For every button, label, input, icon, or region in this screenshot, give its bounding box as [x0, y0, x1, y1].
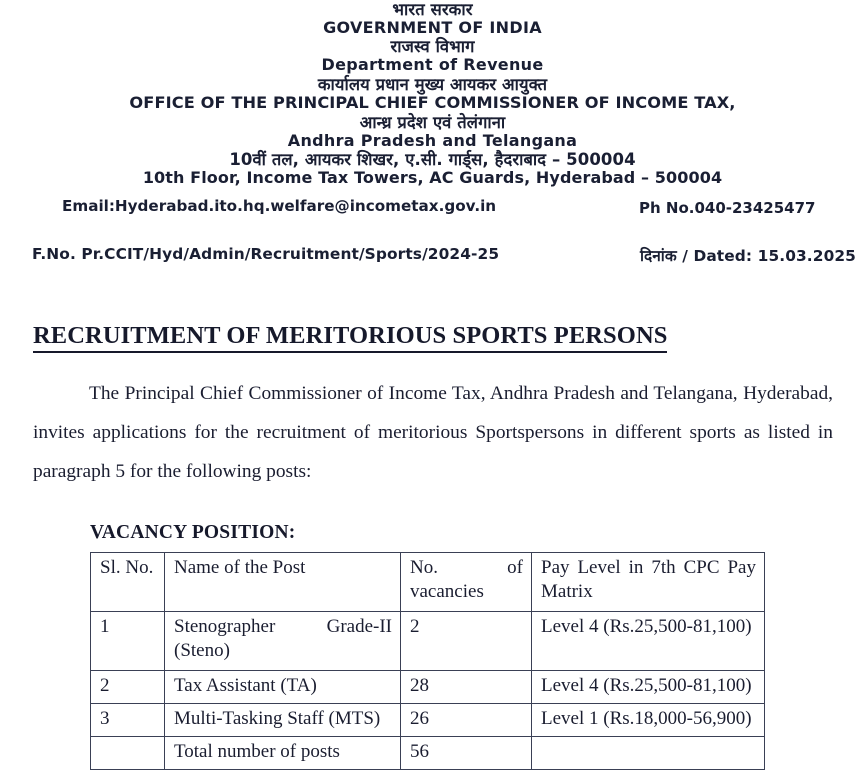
table-header-vacancies-line1: No. of	[410, 556, 523, 578]
row-post-name: Tax Assistant (TA)	[165, 670, 401, 703]
table-row	[91, 611, 765, 670]
document-date: दिनांक / Dated: 15.03.2025	[640, 247, 856, 266]
row-sl-number: 2	[91, 670, 165, 703]
table-header-vacancies	[401, 552, 532, 611]
row-vacancies: 28	[401, 670, 532, 703]
row-sl-number: 1	[91, 611, 165, 670]
row-pay-level: Level 1 (Rs.18,000-56,900)	[532, 703, 765, 736]
letterhead-line-govt-en: GOVERNMENT OF INDIA	[323, 17, 542, 37]
row-post-name-line2: (Steno)	[174, 640, 230, 662]
total-row-vacancies: 56	[401, 736, 532, 769]
row-post-name: Multi-Tasking Staff (MTS)	[165, 703, 401, 736]
table-total-row	[91, 736, 765, 769]
row-sl-number: 3	[91, 703, 165, 736]
letterhead-line-state-en: Andhra Pradesh and Telangana	[287, 130, 578, 150]
phone-number: Ph No.040-23425477	[639, 199, 816, 218]
table-header-row	[91, 552, 765, 611]
email-address: Email:Hyderabad.ito.hq.welfare@incometax.gov.in	[62, 197, 497, 216]
total-row-sl	[91, 736, 165, 769]
total-row-pay-level	[532, 736, 765, 769]
total-row-label: Total number of posts	[165, 736, 401, 769]
table-header-pay-line2: Matrix	[541, 581, 593, 603]
vacancy-position-heading: VACANCY POSITION:	[90, 521, 296, 543]
letterhead-line-address-en: 10th Floor, Income Tax Towers, AC Guards, Hyderabad – 500004	[142, 168, 723, 188]
table-header-pay-level	[532, 552, 765, 611]
file-number: F.No. Pr.CCIT/Hyd/Admin/Recruitment/Sports/2024-25	[32, 245, 500, 264]
row-post-name-line1: Stenographer Grade-II	[174, 615, 392, 637]
table-header-pay-line1: Pay Level in 7th CPC Pay	[541, 556, 756, 578]
letterhead-line-address-hi: 10वीं तल, आयकर शिखर, ए.सी. गार्ड्स, हैदराबाद – 500004	[229, 150, 636, 170]
table-header-sl: Sl. No.	[91, 552, 165, 611]
letterhead-line-dept-hi: राजस्व विभाग	[390, 37, 475, 57]
reference-row	[0, 245, 865, 275]
row-vacancies: 2	[401, 611, 532, 670]
row-pay-level: Level 4 (Rs.25,500-81,100)	[532, 670, 765, 703]
intro-paragraph: The Principal Chief Commissioner of Income Tax, Andhra Pradesh and Telangana, Hyderabad, invites applications for the recruitment of meritorious Sportspersons in different sports as listed in paragraph 5 for the following posts:	[33, 383, 833, 483]
letterhead-line-govt-hi: भारत सरकार	[392, 0, 473, 19]
row-pay-level: Level 4 (Rs.25,500-81,100)	[532, 611, 765, 670]
letterhead-line-office-hi: कार्यालय प्रधान मुख्य आयकर आयुक्त	[317, 74, 548, 94]
title-wrapper	[0, 275, 865, 353]
contact-row	[0, 197, 865, 223]
table-row	[91, 703, 765, 736]
table-row	[91, 670, 765, 703]
letterhead-line-state-hi: आन्ध्र प्रदेश एवं तेलंगाना	[359, 112, 506, 132]
letterhead	[0, 0, 865, 188]
table-header-vacancies-line2: vacancies	[410, 581, 484, 603]
letterhead-line-dept-en: Department of Revenue	[321, 55, 544, 75]
letterhead-line-office-en: OFFICE OF THE PRINCIPAL CHIEF COMMISSIONER OF INCOME TAX,	[129, 92, 736, 112]
table-header-post: Name of the Post	[165, 552, 401, 611]
page-title: RECRUITMENT OF MERITORIOUS SPORTS PERSONS	[33, 323, 667, 353]
vacancy-table	[90, 552, 765, 770]
row-vacancies: 26	[401, 703, 532, 736]
row-post-name	[165, 611, 401, 670]
